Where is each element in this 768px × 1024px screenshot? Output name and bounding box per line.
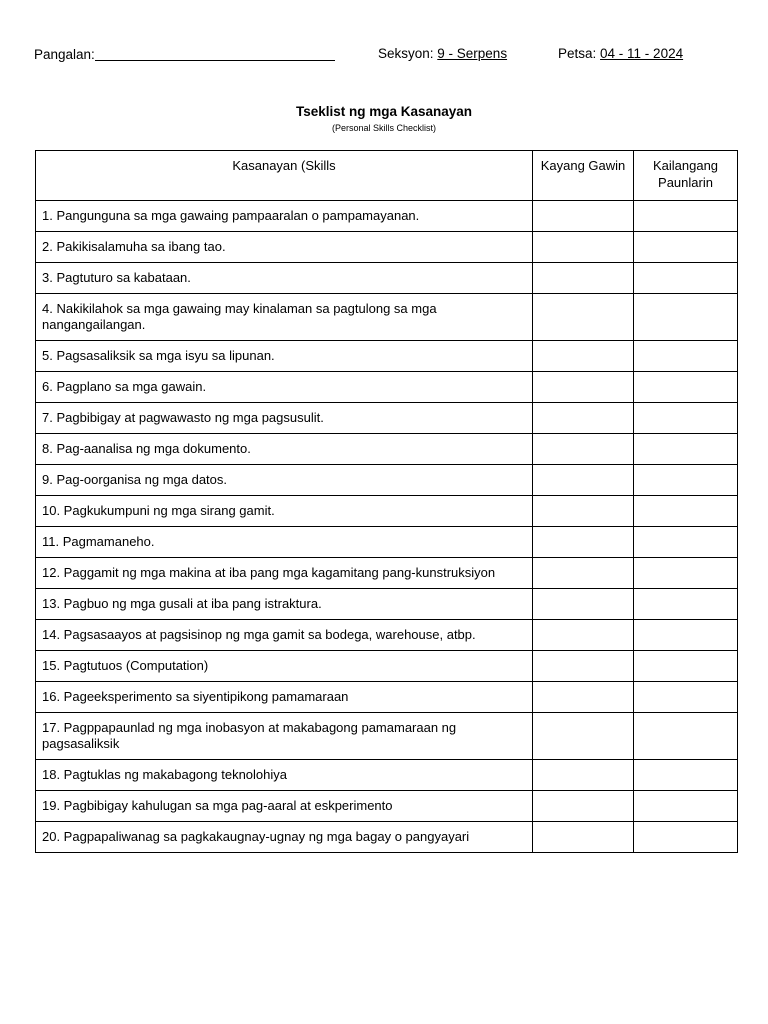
skill-cell: 13. Pagbuo ng mga gusali at iba pang istraktura.	[36, 589, 533, 620]
skill-cell: 4. Nakikilahok sa mga gawaing may kinalaman sa pagtulong sa mga nangangailangan.	[36, 294, 533, 341]
kailangang-paunlarin-cell[interactable]	[634, 713, 738, 760]
table-header-row	[36, 151, 738, 201]
table-row	[36, 589, 738, 620]
table-row	[36, 263, 738, 294]
kayang-gawin-cell[interactable]	[533, 620, 634, 651]
kailangang-paunlarin-cell[interactable]	[634, 372, 738, 403]
kayang-gawin-cell[interactable]	[533, 372, 634, 403]
kayang-gawin-cell[interactable]	[533, 434, 634, 465]
kayang-gawin-cell[interactable]	[533, 294, 634, 341]
kayang-gawin-cell[interactable]	[533, 341, 634, 372]
table-row	[36, 791, 738, 822]
skill-cell: 14. Pagsasaayos at pagsisinop ng mga gamit sa bodega, warehouse, atbp.	[36, 620, 533, 651]
kailangang-paunlarin-cell[interactable]	[634, 651, 738, 682]
kailangang-paunlarin-cell[interactable]	[634, 263, 738, 294]
skills-checklist-table	[35, 150, 738, 853]
name-label: Pangalan:	[34, 47, 95, 62]
kailangang-paunlarin-cell[interactable]	[634, 434, 738, 465]
kayang-gawin-cell[interactable]	[533, 465, 634, 496]
table-row	[36, 434, 738, 465]
table-row	[36, 201, 738, 232]
kailangang-paunlarin-cell[interactable]	[634, 558, 738, 589]
kayang-gawin-cell[interactable]	[533, 496, 634, 527]
kailangang-paunlarin-cell[interactable]	[634, 201, 738, 232]
column-header-kayang-gawin: Kayang Gawin	[533, 151, 634, 201]
skill-cell: 16. Pageeksperimento sa siyentipikong pamamaraan	[36, 682, 533, 713]
kayang-gawin-cell[interactable]	[533, 682, 634, 713]
kailangang-paunlarin-cell[interactable]	[634, 822, 738, 853]
skill-cell: 6. Pagplano sa mga gawain.	[36, 372, 533, 403]
section-value: 9 - Serpens	[437, 46, 508, 61]
kailangang-paunlarin-cell[interactable]	[634, 341, 738, 372]
table-row	[36, 682, 738, 713]
kailangang-paunlarin-cell[interactable]	[634, 760, 738, 791]
skill-cell: 7. Pagbibigay at pagwawasto ng mga pagsusulit.	[36, 403, 533, 434]
skill-cell: 3. Pagtuturo sa kabataan.	[36, 263, 533, 294]
kayang-gawin-cell[interactable]	[533, 589, 634, 620]
header-fields	[34, 46, 734, 66]
table-row	[36, 465, 738, 496]
table-row	[36, 372, 738, 403]
kayang-gawin-cell[interactable]	[533, 527, 634, 558]
skill-cell: 19. Pagbibigay kahulugan sa mga pag-aaral at eskperimento	[36, 791, 533, 822]
table-row	[36, 403, 738, 434]
skill-cell: 2. Pakikisalamuha sa ibang tao.	[36, 232, 533, 263]
table-row	[36, 760, 738, 791]
skill-cell: 10. Pagkukumpuni ng mga sirang gamit.	[36, 496, 533, 527]
kayang-gawin-cell[interactable]	[533, 263, 634, 294]
kayang-gawin-cell[interactable]	[533, 822, 634, 853]
skill-cell: 15. Pagtutuos (Computation)	[36, 651, 533, 682]
skill-cell: 1. Pangunguna sa mga gawaing pampaaralan o pampamayanan.	[36, 201, 533, 232]
section-label: Seksyon:	[378, 46, 438, 61]
skill-cell: 18. Pagtuklas ng makabagong teknolohiya	[36, 760, 533, 791]
kailangang-paunlarin-cell[interactable]	[634, 465, 738, 496]
kailangang-paunlarin-cell[interactable]	[634, 232, 738, 263]
kailangang-paunlarin-cell[interactable]	[634, 527, 738, 558]
skill-cell: 9. Pag-oorganisa ng mga datos.	[36, 465, 533, 496]
kayang-gawin-cell[interactable]	[533, 713, 634, 760]
kayang-gawin-cell[interactable]	[533, 760, 634, 791]
kayang-gawin-cell[interactable]	[533, 651, 634, 682]
page-title: Tseklist ng mga Kasanayan	[295, 104, 473, 119]
skill-cell: 17. Pagppapaunlad ng mga inobasyon at makabagong pamamaraan ng pagsasaliksik	[36, 713, 533, 760]
table-row	[36, 496, 738, 527]
kayang-gawin-cell[interactable]	[533, 232, 634, 263]
table-row	[36, 558, 738, 589]
table-row	[36, 341, 738, 372]
kayang-gawin-cell[interactable]	[533, 403, 634, 434]
table-row	[36, 713, 738, 760]
table-row	[36, 527, 738, 558]
date-label: Petsa:	[558, 46, 601, 61]
table-row	[36, 620, 738, 651]
name-field	[34, 46, 335, 62]
kayang-gawin-cell[interactable]	[533, 791, 634, 822]
table-row	[36, 294, 738, 341]
kailangang-paunlarin-cell[interactable]	[634, 403, 738, 434]
kayang-gawin-cell[interactable]	[533, 558, 634, 589]
skill-cell: 5. Pagsasaliksik sa mga isyu sa lipunan.	[36, 341, 533, 372]
column-header-kailangang-paunlarin: Kailangang Paunlarin	[634, 151, 738, 201]
page-subtitle: (Personal Skills Checklist)	[331, 123, 437, 133]
table-row	[36, 822, 738, 853]
kailangang-paunlarin-cell[interactable]	[634, 496, 738, 527]
date-field	[558, 46, 683, 61]
section-field	[378, 46, 507, 61]
table-row	[36, 651, 738, 682]
skill-cell: 11. Pagmamaneho.	[36, 527, 533, 558]
kailangang-paunlarin-cell[interactable]	[634, 682, 738, 713]
skill-cell: 8. Pag-aanalisa ng mga dokumento.	[36, 434, 533, 465]
kailangang-paunlarin-cell[interactable]	[634, 589, 738, 620]
kailangang-paunlarin-cell[interactable]	[634, 791, 738, 822]
kailangang-paunlarin-cell[interactable]	[634, 620, 738, 651]
name-blank-line[interactable]	[95, 46, 335, 61]
kayang-gawin-cell[interactable]	[533, 201, 634, 232]
skill-cell: 12. Paggamit ng mga makina at iba pang mga kagamitang pang-kunstruksiyon	[36, 558, 533, 589]
table-row	[36, 232, 738, 263]
skill-cell: 20. Pagpapaliwanag sa pagkakaugnay-ugnay ng mga bagay o pangyayari	[36, 822, 533, 853]
column-header-skills: Kasanayan (Skills	[36, 151, 533, 201]
date-value: 04 - 11 - 2024	[600, 46, 684, 61]
kailangang-paunlarin-cell[interactable]	[634, 294, 738, 341]
